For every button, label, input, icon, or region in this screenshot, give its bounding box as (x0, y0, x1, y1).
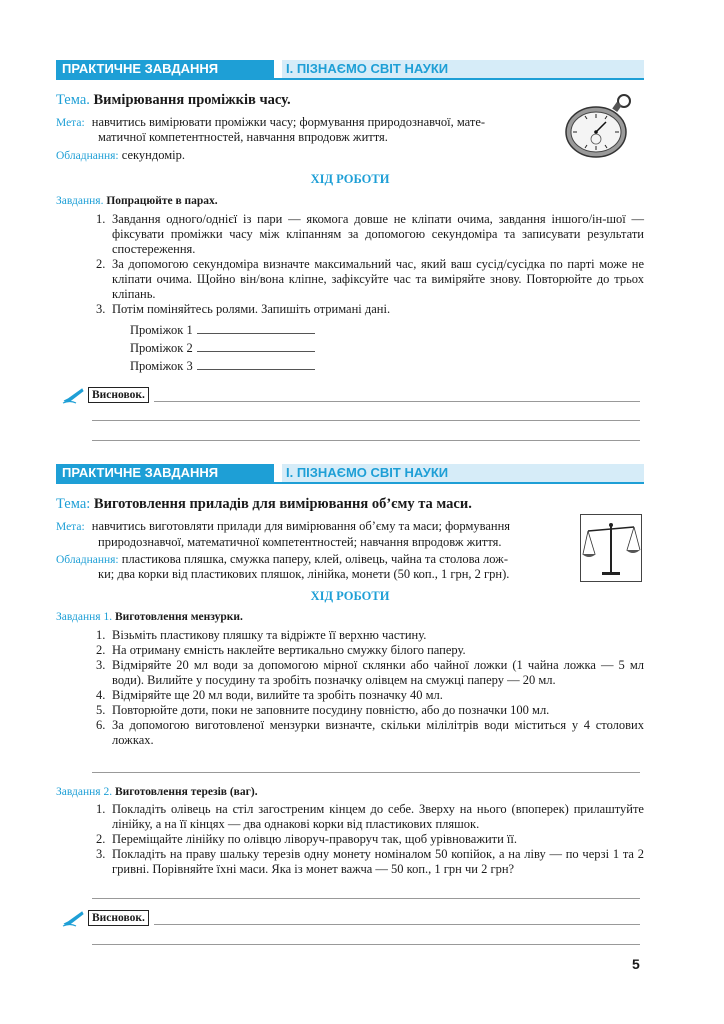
step-number: 3. (96, 302, 106, 316)
section1-banner (56, 60, 644, 80)
step-number: 2. (96, 832, 106, 846)
equip-label: Обладнання: (56, 150, 119, 162)
step-text: На отриману ємність наклейте вертикально смужку білого паперу. (112, 643, 466, 657)
list-item (96, 718, 644, 748)
conclusion-line[interactable] (92, 420, 640, 421)
goal-label: Мета: (56, 117, 85, 129)
goal-line1: навчитись виготовляти прилади для вимірювання об’єму та маси; формування (91, 519, 511, 533)
task-label: Завдання. (56, 195, 104, 207)
task-label: Завдання 1. (56, 611, 113, 623)
section1-progress-title: ХІД РОБОТИ (310, 172, 390, 186)
section1-steps (96, 212, 644, 317)
equip-text: секундомір. (121, 148, 185, 162)
goal-label: Мета: (56, 521, 85, 533)
step-text: Завдання одного/однієї із пари — якомога довше не кліпати очима, завдання іншого/ін-шої — фіксувати проміжки часу між кліпанням за допомогою секундоміра та записувати результати спостереження. (112, 212, 644, 256)
step-text: Повторюйте доти, поки не заповните посудину повністю, або до позначки 100 мл. (112, 703, 550, 717)
list-item (96, 688, 644, 703)
section2-topic (56, 496, 472, 513)
banner-section: І. ПІЗНАЄМО СВІТ НАУКИ (282, 464, 644, 482)
section2-task2 (56, 786, 258, 798)
topic-label: Тема. (56, 92, 90, 108)
section2-goal (56, 519, 510, 535)
equip-label: Обладнання: (56, 554, 119, 566)
list-item (96, 832, 644, 847)
list-item (96, 847, 644, 877)
task-text: Виготовлення мензурки. (114, 611, 243, 623)
interval-field[interactable] (197, 340, 315, 352)
pen-icon (62, 386, 86, 404)
section1-equipment (56, 148, 185, 164)
list-item (96, 302, 644, 317)
section1-goal (56, 115, 485, 131)
goal-line2: природознавчої, математичної компетентностей; навчання впродовж життя. (98, 535, 502, 549)
section2-task2-steps (96, 802, 644, 877)
step-number: 1. (96, 802, 106, 816)
list-item (96, 802, 644, 832)
pen-icon (62, 909, 86, 927)
step-number: 2. (96, 643, 106, 657)
interval-label: Проміжок 2 (130, 341, 193, 355)
interval-field[interactable] (197, 322, 315, 334)
task-text: Попрацюйте в парах. (106, 195, 218, 207)
list-item (96, 257, 644, 302)
list-item (96, 703, 644, 718)
interval-label: Проміжок 1 (130, 323, 193, 337)
step-text: Переміщайте лінійку по олівцю ліворуч-праворуч так, щоб урівноважити її. (112, 832, 517, 846)
banner-rule (56, 78, 644, 80)
list-item (96, 628, 644, 643)
step-number: 3. (96, 658, 106, 672)
step-text: За допомогою секундоміра визначте максимальний час, який ваш сусід/сусідка по парті може не кліпати очима. Щойно він/вона кліпне, зафіксуйте час та виміряйте знову. Повторюйте до трьох кліпань. (112, 257, 644, 301)
step-number: 4. (96, 688, 106, 702)
step-number: 6. (96, 718, 106, 732)
list-item (96, 643, 644, 658)
equip-line1: пластикова пляшка, смужка паперу, клей, олівець, чайна та столова лож- (121, 552, 508, 566)
topic-label: Тема: (56, 496, 91, 512)
step-text: Потім поміняйтесь ролями. Запишіть отримані дані. (112, 302, 391, 316)
interval-row (130, 322, 315, 338)
section2-task1-steps (96, 628, 644, 748)
section2-equipment (56, 552, 508, 568)
topic-text: Вимірювання проміжків часу. (93, 92, 291, 108)
conclusion-line[interactable] (92, 944, 640, 945)
banner-tag: ПРАКТИЧНЕ ЗАВДАННЯ (56, 464, 274, 482)
step-text: Візьміть пластикову пляшку та відріжте її верхню частину. (112, 628, 427, 642)
section2-banner (56, 464, 644, 484)
interval-row (130, 358, 315, 374)
task-label: Завдання 2. (56, 786, 113, 798)
conclusion-line[interactable] (92, 440, 640, 441)
topic-text: Виготовлення приладів для вимірювання об’єму та маси. (93, 496, 472, 512)
scales-icon (580, 514, 642, 582)
goal-line2: матичної компетентностей, навчання впродовж життя. (98, 130, 388, 144)
conclusion-line[interactable] (154, 401, 640, 402)
section2-task1 (56, 611, 243, 623)
task-text: Виготовлення терезів (ваг). (114, 786, 258, 798)
conclusion-label: Висновок. (88, 910, 149, 926)
answer-line[interactable] (92, 772, 640, 773)
step-text: Покладіть на праву шальку терезів одну монету номіналом 50 копійок, а на ліву — по черзі 1 та 2 гривні. Порівняйте їхні маси. Яка із монет важча — 50 коп., 1 грн чи 2 грн? (112, 847, 644, 876)
stopwatch-icon (558, 92, 638, 160)
step-number: 3. (96, 847, 106, 861)
banner-rule (56, 482, 644, 484)
step-number: 2. (96, 257, 106, 271)
list-item (96, 658, 644, 688)
step-text: Відміряйте 20 мл води за допомогою мірної склянки або чайної ложки (1 чайна ложка — 5 мл води). Вилийте у посудину та зробіть позначку олівцем на смужці паперу — 20 мл. (112, 658, 644, 687)
step-text: За допомогою виготовленої мензурки визначте, скільки мілілітрів води міститься у 4 столових ложках. (112, 718, 644, 747)
section2-progress-title: ХІД РОБОТИ (310, 589, 390, 603)
step-number: 1. (96, 628, 106, 642)
goal-line1: навчитись вимірювати проміжки часу; формування природознавчої, мате- (91, 115, 486, 129)
conclusion-line[interactable] (154, 924, 640, 925)
banner-section: І. ПІЗНАЄМО СВІТ НАУКИ (282, 60, 644, 78)
step-number: 1. (96, 212, 106, 226)
conclusion-label: Висновок. (88, 387, 149, 403)
equip-line2: ки; два корки від пластикових пляшок, лінійка, монети (50 коп., 1 грн, 2 грн). (98, 567, 510, 581)
page-number: 5 (632, 956, 640, 972)
interval-row (130, 340, 315, 356)
list-item (96, 212, 644, 257)
step-text: Відміряйте ще 20 мл води, вилийте та зробіть позначку 40 мл. (112, 688, 443, 702)
step-number: 5. (96, 703, 106, 717)
answer-line[interactable] (92, 898, 640, 899)
interval-label: Проміжок 3 (130, 359, 193, 373)
section1-task (56, 195, 218, 207)
interval-field[interactable] (197, 358, 315, 370)
step-text: Покладіть олівець на стіл загостреним кінцем до себе. Зверху на нього (впоперек) прилаштуйте лінійку, а на її кінцях — два однакові корки від пластикових пляшок. (112, 802, 644, 831)
section1-topic (56, 92, 291, 109)
banner-tag: ПРАКТИЧНЕ ЗАВДАННЯ (56, 60, 274, 78)
